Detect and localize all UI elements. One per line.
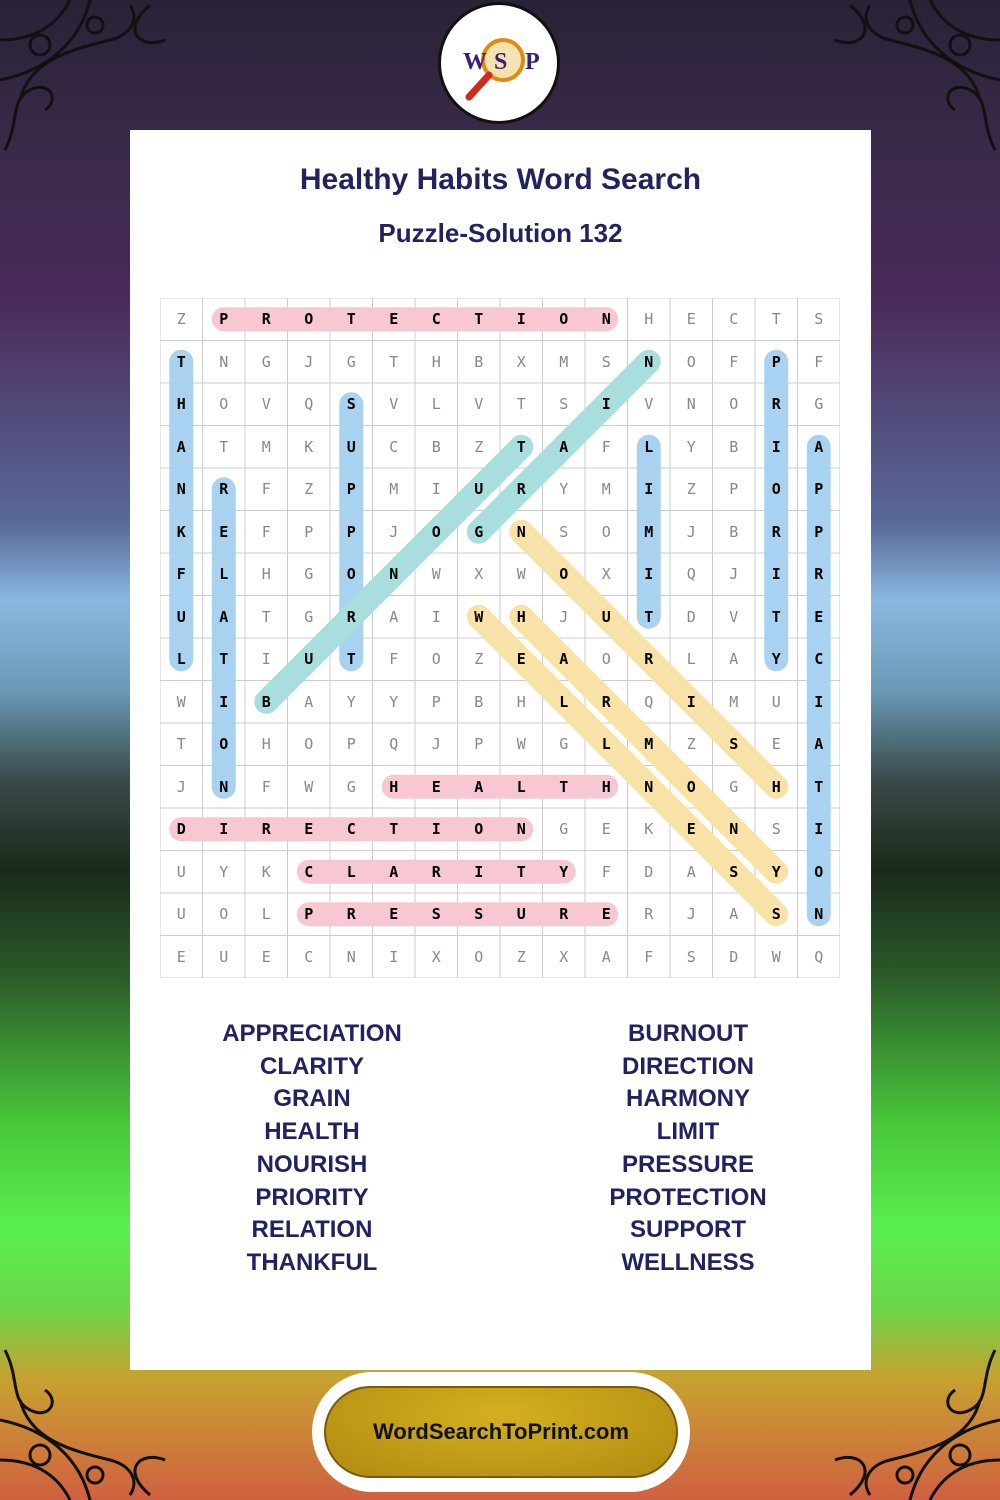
grid-cell[interactable]: S: [559, 395, 569, 413]
grid-cell[interactable]: N: [516, 820, 526, 838]
grid-cell[interactable]: G: [474, 522, 484, 541]
grid-cell[interactable]: M: [644, 735, 654, 753]
grid-cell[interactable]: J: [729, 565, 739, 583]
footer-badge: [312, 1372, 690, 1492]
grid-cell[interactable]: B: [261, 692, 271, 711]
grid-cell[interactable]: R: [219, 480, 229, 498]
grid-cell[interactable]: J: [686, 905, 696, 923]
grid-cell[interactable]: P: [304, 522, 314, 541]
grid-cell[interactable]: P: [729, 480, 739, 498]
grid-cell[interactable]: W: [516, 735, 526, 753]
grid-cell[interactable]: S: [559, 522, 569, 541]
grid-cell[interactable]: S: [601, 352, 611, 371]
grid-cell[interactable]: M: [261, 437, 271, 456]
grid-cell[interactable]: Q: [814, 947, 824, 966]
grid-cell[interactable]: T: [559, 777, 569, 796]
grid-cell[interactable]: F: [644, 947, 654, 966]
grid-cell[interactable]: D: [729, 947, 739, 966]
grid-cell[interactable]: G: [559, 820, 569, 838]
grid-cell[interactable]: H: [516, 692, 526, 711]
grid-cell[interactable]: O: [219, 735, 229, 753]
grid-cell[interactable]: J: [176, 777, 186, 796]
grid-cell[interactable]: N: [729, 820, 739, 838]
logo-letter-p: P: [525, 49, 540, 75]
grid-cell[interactable]: A: [559, 650, 569, 668]
grid-cell[interactable]: C: [389, 437, 399, 456]
grid-cell[interactable]: R: [644, 905, 654, 923]
grid-cell[interactable]: P: [304, 905, 314, 923]
page-subtitle: Puzzle-Solution 132: [378, 218, 623, 248]
grid-cell[interactable]: A: [559, 437, 569, 456]
grid-cell[interactable]: R: [559, 905, 569, 923]
grid-cell[interactable]: Z: [474, 437, 484, 456]
grid-cell[interactable]: N: [601, 310, 611, 328]
grid-cell[interactable]: A: [219, 607, 229, 626]
grid-cell[interactable]: T: [346, 310, 356, 328]
grid-cell[interactable]: R: [516, 480, 526, 498]
grid-cell[interactable]: U: [219, 947, 229, 966]
grid-cell[interactable]: F: [261, 777, 271, 796]
grid-cell[interactable]: P: [219, 310, 229, 328]
grid-cell[interactable]: W: [176, 692, 186, 711]
grid-cell[interactable]: E: [389, 905, 399, 923]
grid-cell[interactable]: B: [729, 437, 739, 456]
grid-cell[interactable]: C: [346, 820, 356, 838]
grid-cell[interactable]: L: [431, 395, 441, 413]
grid-cell[interactable]: F: [814, 352, 824, 371]
grid-cell[interactable]: V: [729, 607, 739, 626]
grid-cell[interactable]: Y: [559, 862, 569, 881]
grid-cell[interactable]: N: [814, 905, 824, 923]
grid-cell[interactable]: Z: [516, 947, 526, 966]
grid-cell[interactable]: T: [516, 437, 526, 456]
grid-cell[interactable]: U: [771, 692, 781, 711]
word-list-item: HEALTH: [264, 1118, 360, 1146]
grid-cell[interactable]: O: [559, 565, 569, 583]
grid-cell[interactable]: I: [771, 437, 781, 456]
word-list-item: LIMIT: [656, 1118, 720, 1146]
grid-cell[interactable]: R: [814, 565, 824, 583]
grid-cell[interactable]: N: [219, 352, 229, 371]
grid-cell[interactable]: L: [644, 437, 654, 456]
logo-letter-s: S: [494, 49, 508, 75]
grid-cell[interactable]: I: [431, 480, 441, 498]
word-list-item: PROTECTION: [609, 1183, 767, 1211]
grid-cell[interactable]: Y: [771, 650, 781, 668]
word-list-right: [538, 1018, 838, 1280]
grid-cell[interactable]: E: [219, 522, 229, 541]
grid-cell[interactable]: R: [601, 692, 611, 711]
grid-cell[interactable]: Q: [389, 735, 399, 753]
grid-cell[interactable]: V: [389, 395, 399, 413]
grid-cell[interactable]: T: [474, 310, 484, 328]
grid-cell[interactable]: I: [814, 692, 824, 711]
grid-cell[interactable]: T: [644, 607, 654, 626]
grid-cell[interactable]: L: [686, 650, 696, 668]
grid-cell[interactable]: L: [601, 735, 611, 753]
grid-cell[interactable]: O: [474, 947, 484, 966]
grid-cell[interactable]: O: [601, 650, 611, 668]
grid-cell[interactable]: R: [346, 607, 356, 626]
grid-cell[interactable]: O: [304, 310, 314, 328]
grid-cell[interactable]: E: [261, 947, 271, 966]
grid-cell[interactable]: O: [686, 777, 696, 796]
grid-cell[interactable]: N: [346, 947, 356, 966]
grid-cell[interactable]: N: [644, 777, 654, 796]
grid-cell[interactable]: W: [516, 565, 526, 583]
grid-cell[interactable]: R: [771, 522, 781, 541]
grid-cell[interactable]: Z: [686, 480, 696, 498]
grid-cell[interactable]: Z: [686, 735, 696, 753]
grid-cell[interactable]: T: [389, 352, 399, 371]
grid-cell[interactable]: N: [389, 565, 399, 583]
grid-cell[interactable]: B: [431, 437, 441, 456]
grid-cell[interactable]: S: [771, 820, 781, 838]
grid-cell[interactable]: M: [644, 522, 654, 541]
grid-cell[interactable]: T: [771, 607, 781, 626]
grid-cell[interactable]: W: [771, 947, 781, 966]
grid-cell[interactable]: U: [601, 607, 611, 626]
grid-cell[interactable]: J: [389, 522, 399, 541]
grid-cell[interactable]: I: [219, 820, 229, 838]
grid-cell[interactable]: I: [814, 820, 824, 838]
grid-cell[interactable]: T: [389, 820, 399, 838]
grid-cell[interactable]: C: [431, 310, 441, 328]
word-list-item: PRESSURE: [621, 1150, 755, 1178]
grid-cell[interactable]: R: [346, 905, 356, 923]
grid-cell[interactable]: Z: [304, 480, 314, 498]
grid-cell[interactable]: E: [814, 607, 824, 626]
word-list-item: RELATION: [251, 1216, 373, 1244]
grid-cell[interactable]: E: [601, 905, 611, 923]
grid-cell[interactable]: G: [304, 607, 314, 626]
grid-cell[interactable]: K: [644, 820, 654, 838]
word-list-left: [162, 1018, 462, 1280]
grid-cell[interactable]: B: [474, 352, 484, 371]
grid-cell[interactable]: Q: [644, 692, 654, 711]
grid-cell[interactable]: J: [431, 735, 441, 753]
grid-cell[interactable]: I: [601, 395, 611, 413]
grid-cell[interactable]: N: [219, 777, 229, 796]
grid-cell[interactable]: G: [729, 777, 739, 796]
grid-cell[interactable]: T: [261, 607, 271, 626]
site-link[interactable]: WordSearchToPrint.com: [324, 1386, 678, 1478]
grid-cell[interactable]: W: [304, 777, 314, 796]
grid-cell[interactable]: Q: [686, 565, 696, 583]
grid-cell[interactable]: F: [601, 862, 611, 881]
word-list-item: WELLNESS: [621, 1248, 755, 1276]
grid-cell[interactable]: V: [644, 395, 654, 413]
grid-cell[interactable]: H: [771, 777, 781, 796]
wsp-logo[interactable]: [438, 2, 560, 124]
grid-cell[interactable]: S: [814, 310, 824, 328]
grid-cell[interactable]: M: [559, 352, 569, 371]
grid-cell[interactable]: P: [814, 522, 824, 541]
grid-cell[interactable]: O: [304, 735, 314, 753]
word-list-item: THANKFUL: [246, 1248, 378, 1276]
grid-cell[interactable]: X: [516, 352, 526, 371]
grid-cell[interactable]: H: [431, 352, 441, 371]
grid-cell[interactable]: H: [261, 565, 271, 583]
grid-cell[interactable]: J: [559, 607, 569, 626]
grid-cell[interactable]: O: [219, 395, 229, 413]
grid-cell[interactable]: I: [644, 480, 654, 498]
grid-cell[interactable]: S: [771, 905, 781, 923]
grid-cell[interactable]: O: [431, 522, 441, 541]
grid-cell[interactable]: Q: [304, 395, 314, 413]
grid-cell[interactable]: G: [346, 352, 356, 371]
grid-cell[interactable]: S: [686, 947, 696, 966]
grid-cell[interactable]: E: [686, 310, 696, 328]
grid-cell[interactable]: L: [346, 862, 356, 881]
grid-cell[interactable]: C: [814, 650, 824, 668]
grid-cell[interactable]: I: [474, 862, 484, 881]
grid-cell[interactable]: N: [516, 522, 526, 541]
grid-cell[interactable]: Y: [559, 480, 569, 498]
grid-cell[interactable]: O: [771, 480, 781, 498]
grid-cell[interactable]: A: [304, 692, 314, 711]
grid-cell[interactable]: O: [686, 352, 696, 371]
grid-cell[interactable]: I: [389, 947, 399, 966]
grid-cell[interactable]: Y: [346, 692, 356, 711]
grid-cell[interactable]: T: [814, 777, 824, 796]
grid-cell[interactable]: H: [516, 607, 526, 626]
grid-cell[interactable]: U: [176, 905, 186, 923]
grid-cell[interactable]: A: [389, 607, 399, 626]
grid-cell[interactable]: A: [729, 905, 739, 923]
grid-cell[interactable]: P: [431, 692, 441, 711]
grid-cell[interactable]: X: [601, 565, 611, 583]
grid-cell[interactable]: P: [814, 480, 824, 498]
grid-cell[interactable]: M: [601, 480, 611, 498]
grid-cell[interactable]: O: [219, 905, 229, 923]
grid-cell[interactable]: T: [346, 650, 356, 668]
word-list-item: BURNOUT: [628, 1020, 748, 1047]
grid-cell[interactable]: L: [516, 777, 526, 796]
grid-cell[interactable]: L: [219, 565, 229, 583]
grid-cell[interactable]: T: [219, 437, 229, 456]
grid-cell[interactable]: A: [601, 947, 611, 966]
grid-cell[interactable]: T: [516, 395, 526, 413]
grid-cell[interactable]: E: [389, 310, 399, 328]
grid-cell[interactable]: S: [729, 862, 739, 881]
grid-cell[interactable]: N: [644, 352, 654, 371]
grid-cell[interactable]: A: [729, 650, 739, 668]
grid-cell[interactable]: J: [686, 522, 696, 541]
grid-cell[interactable]: H: [261, 735, 271, 753]
grid-cell[interactable]: K: [261, 862, 271, 881]
grid-cell[interactable]: Z: [176, 310, 186, 328]
grid-cell[interactable]: I: [219, 692, 229, 711]
grid-cell[interactable]: S: [474, 905, 484, 923]
grid-cell[interactable]: B: [729, 522, 739, 541]
grid-cell[interactable]: G: [261, 352, 271, 371]
grid-cell[interactable]: P: [771, 352, 781, 371]
grid-cell[interactable]: V: [474, 395, 484, 413]
grid-cell[interactable]: H: [601, 777, 611, 796]
grid-cell[interactable]: G: [304, 565, 314, 583]
grid-cell[interactable]: U: [176, 607, 186, 626]
word-list-item: NOURISH: [256, 1150, 368, 1178]
grid-cell[interactable]: Y: [389, 692, 399, 711]
grid-cell[interactable]: A: [176, 437, 186, 456]
grid-cell[interactable]: X: [474, 565, 484, 583]
grid-cell[interactable]: Z: [474, 650, 484, 668]
grid-cell[interactable]: F: [729, 352, 739, 371]
grid-cell[interactable]: X: [431, 947, 441, 966]
grid-cell[interactable]: N: [686, 395, 696, 413]
grid-cell[interactable]: O: [346, 565, 356, 583]
grid-cell[interactable]: I: [771, 565, 781, 583]
grid-cell[interactable]: I: [431, 820, 441, 838]
grid-cell[interactable]: I: [686, 692, 696, 711]
grid-cell[interactable]: O: [601, 522, 611, 541]
grid-cell[interactable]: O: [559, 310, 569, 328]
grid-cell[interactable]: G: [814, 395, 824, 413]
grid-cell[interactable]: I: [644, 565, 654, 583]
grid-cell[interactable]: W: [474, 607, 484, 626]
grid-cell[interactable]: I: [431, 607, 441, 626]
grid-cell[interactable]: H: [389, 777, 399, 796]
word-list-item: SUPPORT: [629, 1216, 746, 1244]
grid-cell[interactable]: D: [176, 820, 186, 838]
grid-cell[interactable]: U: [304, 650, 314, 668]
grid-cell[interactable]: T: [176, 352, 186, 371]
grid-cell[interactable]: T: [219, 650, 229, 668]
grid-cell[interactable]: H: [644, 310, 654, 328]
grid-cell[interactable]: U: [474, 480, 484, 498]
grid-cell[interactable]: X: [559, 947, 569, 966]
word-list-item: PRIORITY: [255, 1183, 369, 1211]
grid-cell[interactable]: Y: [771, 862, 781, 881]
grid-cell[interactable]: F: [261, 522, 271, 541]
grid-cell[interactable]: P: [474, 735, 484, 753]
grid-cell[interactable]: F: [389, 650, 399, 668]
grid-cell[interactable]: L: [176, 650, 186, 668]
grid-cell[interactable]: H: [176, 395, 186, 413]
grid-cell[interactable]: E: [771, 735, 781, 753]
page-title: Healthy Habits Word Search: [299, 163, 702, 196]
grid-cell[interactable]: S: [346, 395, 356, 413]
grid-cell[interactable]: W: [431, 565, 441, 583]
grid-cell[interactable]: E: [304, 820, 314, 838]
grid-cell[interactable]: F: [261, 480, 271, 498]
grid-cell[interactable]: C: [304, 862, 314, 881]
grid-cell[interactable]: B: [474, 692, 484, 711]
grid-cell[interactable]: L: [559, 692, 569, 711]
word-list-item: APPRECIATION: [222, 1020, 402, 1047]
grid-cell[interactable]: R: [431, 862, 441, 881]
grid-cell[interactable]: O: [431, 650, 441, 668]
grid-cell[interactable]: R: [261, 310, 271, 328]
grid-cell[interactable]: R: [644, 650, 654, 668]
grid-cell[interactable]: U: [346, 437, 356, 456]
grid-cell[interactable]: T: [176, 735, 186, 753]
grid-cell[interactable]: A: [814, 437, 824, 456]
grid-cell[interactable]: E: [601, 820, 611, 838]
grid-cell[interactable]: P: [346, 480, 356, 498]
grid-cell[interactable]: T: [516, 862, 526, 881]
grid-cell[interactable]: L: [261, 905, 271, 923]
grid-cell[interactable]: N: [176, 480, 186, 498]
grid-cell[interactable]: M: [389, 480, 399, 498]
grid-cell[interactable]: V: [261, 395, 271, 413]
grid-cell[interactable]: D: [686, 607, 696, 626]
grid-cell[interactable]: C: [304, 947, 314, 966]
grid-cell[interactable]: A: [474, 777, 484, 796]
grid-cell[interactable]: E: [686, 820, 696, 838]
grid-cell[interactable]: P: [346, 735, 356, 753]
word-list-item: HARMONY: [626, 1085, 750, 1113]
grid-cell[interactable]: I: [261, 650, 271, 668]
grid-cell[interactable]: E: [431, 777, 441, 796]
grid-cell[interactable]: G: [559, 735, 569, 753]
letter-grid[interactable]: [160, 298, 841, 979]
puzzle-sheet: [130, 130, 871, 1370]
grid-cell[interactable]: U: [176, 862, 186, 881]
grid-cell[interactable]: A: [686, 862, 696, 881]
grid-cell[interactable]: R: [261, 820, 271, 838]
grid-cell[interactable]: U: [516, 905, 526, 923]
word-list-item: DIRECTION: [622, 1052, 754, 1080]
grid-cell[interactable]: O: [474, 820, 484, 838]
grid-cell[interactable]: A: [814, 735, 824, 753]
grid-cell[interactable]: J: [304, 352, 314, 371]
grid-cell[interactable]: G: [346, 777, 356, 796]
magnifier-handle-icon: [469, 75, 489, 97]
grid-cell[interactable]: Y: [219, 862, 229, 881]
grid-cell[interactable]: S: [729, 735, 739, 753]
grid-cell[interactable]: O: [814, 862, 824, 881]
grid-cell[interactable]: S: [431, 905, 441, 923]
grid-cell[interactable]: Y: [686, 437, 696, 456]
grid-cell[interactable]: I: [516, 310, 526, 328]
grid-cell[interactable]: F: [176, 565, 186, 583]
grid-cell[interactable]: R: [771, 395, 781, 413]
grid-cell[interactable]: E: [516, 650, 526, 668]
word-list-item: GRAIN: [273, 1085, 351, 1113]
grid-cell[interactable]: E: [176, 947, 186, 966]
grid-cell[interactable]: K: [176, 522, 186, 541]
grid-cell[interactable]: A: [389, 862, 399, 881]
word-list-item: CLARITY: [260, 1052, 364, 1080]
grid-cell[interactable]: C: [729, 310, 739, 328]
grid-cell[interactable]: D: [644, 862, 654, 881]
logo-letter-w: W: [463, 49, 487, 75]
grid-cell[interactable]: M: [729, 692, 739, 711]
grid-cell[interactable]: T: [771, 310, 781, 328]
grid-cell[interactable]: O: [729, 395, 739, 413]
grid-cell[interactable]: F: [601, 437, 611, 456]
grid-cell[interactable]: P: [346, 522, 356, 541]
grid-cell[interactable]: K: [304, 437, 314, 456]
